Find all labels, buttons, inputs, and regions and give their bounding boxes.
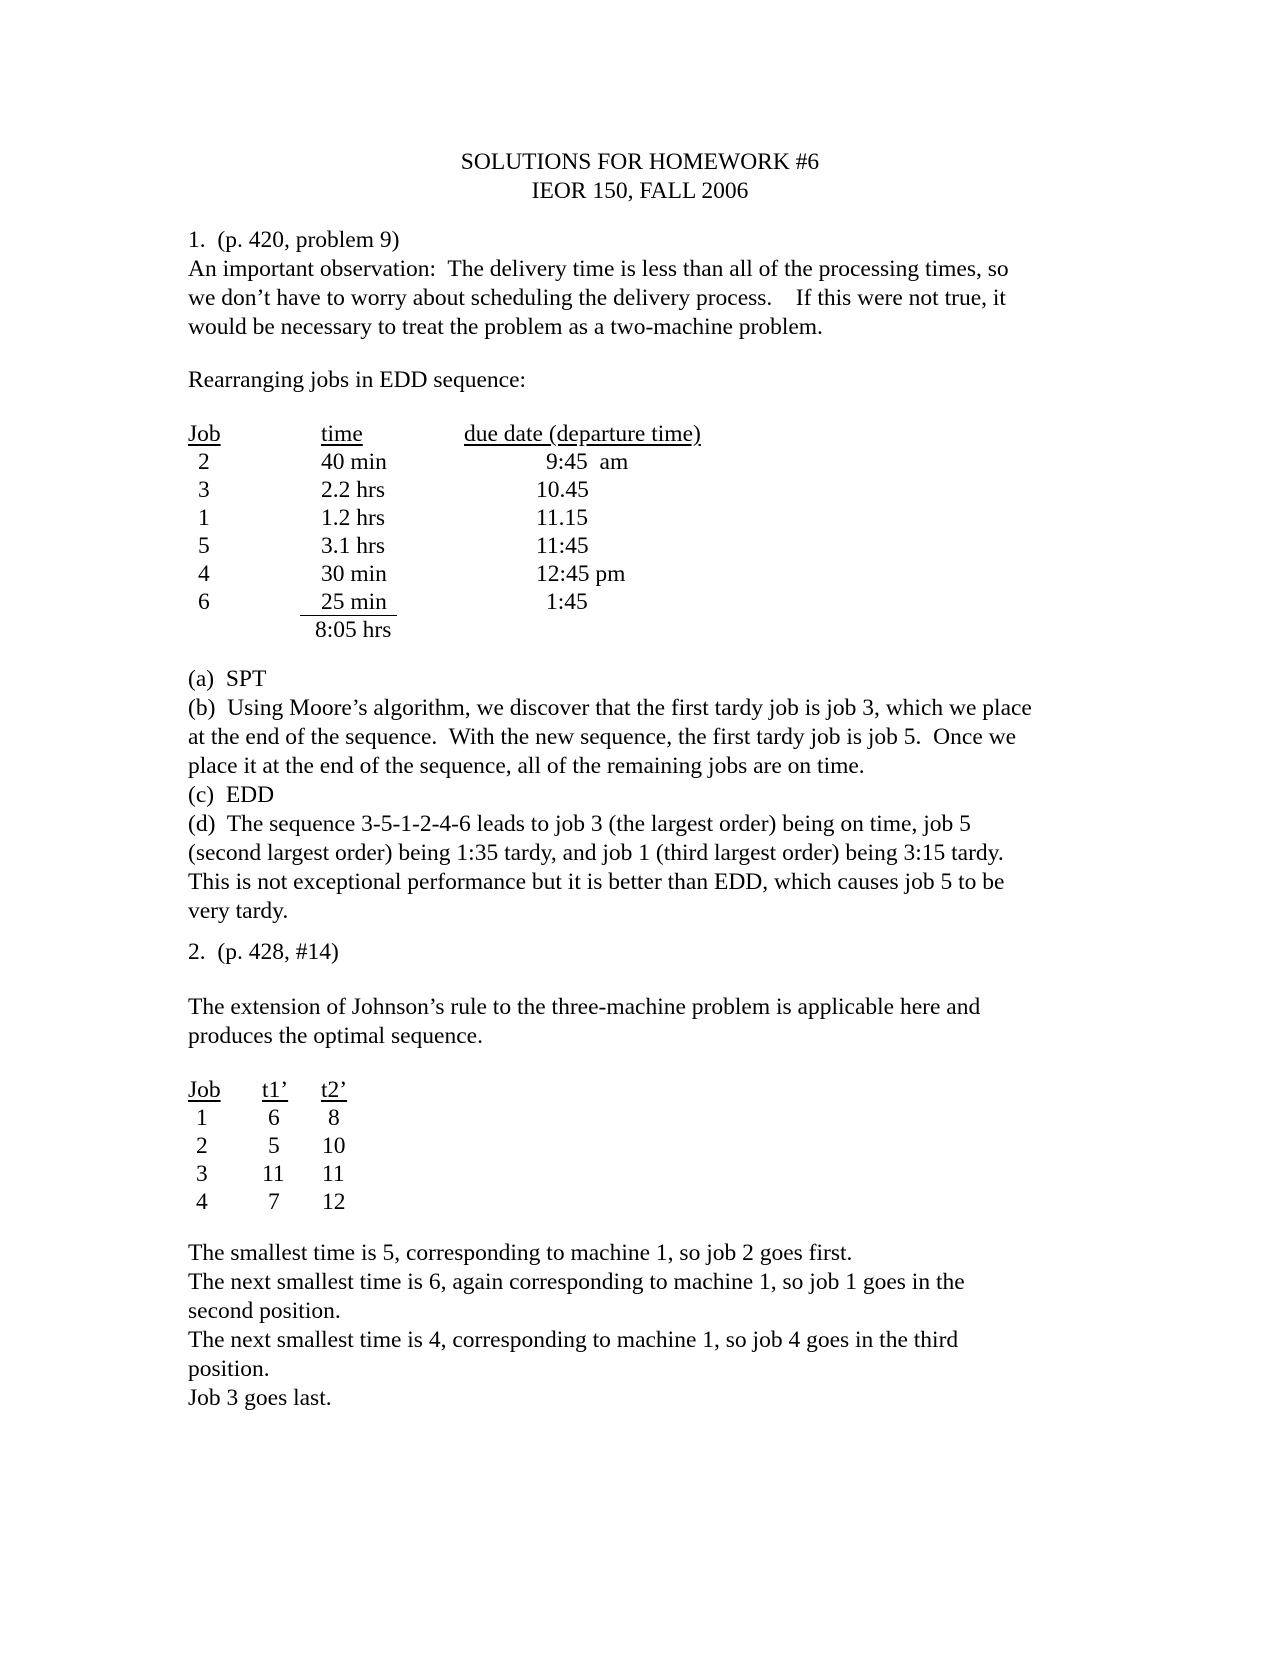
edd-table <box>188 420 788 650</box>
johnson-t2-cell: 11 <box>322 1161 345 1187</box>
johnson-header-t1: t1’ <box>262 1077 289 1103</box>
johnson-header-job: Job <box>188 1077 221 1103</box>
edd-due-cell: 9:45 am <box>546 449 629 475</box>
problem-2-conclusion <box>188 1239 1088 1413</box>
johnson-header-t2: t2’ <box>321 1077 348 1103</box>
answer-line: (b) Using Moore’s algorithm, we discover that the first tardy job is job 3, which we place <box>188 695 1032 721</box>
conclusion-line: The next smallest time is 4, corresponding to machine 1, so job 4 goes in the third <box>188 1327 959 1353</box>
answer-line: place it at the end of the sequence, all of the remaining jobs are on time. <box>188 753 865 779</box>
johnson-t2-cell: 10 <box>322 1133 346 1159</box>
answer-line: at the end of the sequence. With the new sequence, the first tardy job is job 5. Once we <box>188 724 1017 750</box>
conclusion-line: Job 3 goes last. <box>188 1385 332 1411</box>
edd-time-cell: 25 min <box>321 589 387 615</box>
answer-line: (a) SPT <box>188 666 267 692</box>
conclusion-line: The next smallest time is 6, again corresponding to machine 1, so job 1 goes in the <box>188 1269 965 1295</box>
answer-line: (d) The sequence 3-5-1-2-4-6 leads to job 3 (the largest order) being on time, job 5 <box>188 811 971 837</box>
edd-time-cell: 30 min <box>321 561 387 587</box>
intro-line: produces the optimal sequence. <box>188 1023 483 1049</box>
edd-due-cell: 10.45 <box>536 477 589 503</box>
problem-2-intro <box>188 993 1088 1051</box>
johnson-t1-cell: 5 <box>268 1133 280 1159</box>
edd-job-cell: 1 <box>198 505 210 531</box>
observation-line: we don’t have to worry about scheduling the delivery process. If this were not true, it <box>188 285 1006 311</box>
edd-time-cell: 40 min <box>321 449 387 475</box>
edd-due-cell: 11.15 <box>536 505 589 531</box>
johnson-t1-cell: 7 <box>268 1189 280 1215</box>
document-subtitle: IEOR 150, FALL 2006 <box>531 178 749 204</box>
document-title-block <box>0 148 1280 206</box>
answer-line: very tardy. <box>188 898 289 924</box>
problem-1-heading: 1. (p. 420, problem 9) <box>188 227 400 253</box>
problem-1-intro <box>188 226 1088 342</box>
johnson-t2-cell: 12 <box>322 1189 346 1215</box>
answer-line: (c) EDD <box>188 782 275 808</box>
edd-job-cell: 6 <box>198 589 210 615</box>
observation-line: would be necessary to treat the problem as a two-machine problem. <box>188 314 823 340</box>
edd-time-cell: 3.1 hrs <box>321 533 385 559</box>
johnson-job-cell: 2 <box>196 1133 208 1159</box>
johnson-t1-cell: 11 <box>262 1161 285 1187</box>
edd-header-due-date: due date (departure time) <box>464 421 701 447</box>
edd-header-time: time <box>321 421 363 447</box>
answer-line: This is not exceptional performance but it is better than EDD, which causes job 5 to be <box>188 869 1005 895</box>
johnson-job-cell: 1 <box>196 1105 208 1131</box>
edd-job-cell: 3 <box>198 477 210 503</box>
johnson-table <box>188 1076 408 1216</box>
edd-due-cell: 1:45 <box>546 589 588 615</box>
problem-2-heading-block <box>188 938 1088 967</box>
conclusion-line: The smallest time is 5, corresponding to machine 1, so job 2 goes first. <box>188 1240 853 1266</box>
conclusion-line: second position. <box>188 1298 341 1324</box>
johnson-job-cell: 4 <box>196 1189 208 1215</box>
edd-total-time: 8:05 hrs <box>315 617 392 643</box>
edd-intro-text: Rearranging jobs in EDD sequence: <box>188 367 527 393</box>
problem-1-answers <box>188 665 1108 926</box>
edd-intro <box>188 366 1088 395</box>
johnson-job-cell: 3 <box>196 1161 208 1187</box>
observation-line: An important observation: The delivery time is less than all of the processing times, so <box>188 256 1009 282</box>
conclusion-line: position. <box>188 1356 270 1382</box>
edd-time-cell: 1.2 hrs <box>321 505 385 531</box>
edd-job-cell: 4 <box>198 561 210 587</box>
intro-line: The extension of Johnson’s rule to the three-machine problem is applicable here and <box>188 994 981 1020</box>
answer-line: (second largest order) being 1:35 tardy, and job 1 (third largest order) being 3:15 tardy. <box>188 840 1004 866</box>
edd-due-cell: 11:45 <box>536 533 589 559</box>
document-title: SOLUTIONS FOR HOMEWORK #6 <box>460 149 820 175</box>
edd-job-cell: 5 <box>198 533 210 559</box>
edd-job-cell: 2 <box>198 449 210 475</box>
johnson-t2-cell: 8 <box>328 1105 340 1131</box>
edd-header-job: Job <box>188 421 221 447</box>
johnson-t1-cell: 6 <box>268 1105 280 1131</box>
problem-2-heading: 2. (p. 428, #14) <box>188 939 339 965</box>
edd-due-cell: 12:45 pm <box>536 561 626 587</box>
edd-time-cell: 2.2 hrs <box>321 477 385 503</box>
